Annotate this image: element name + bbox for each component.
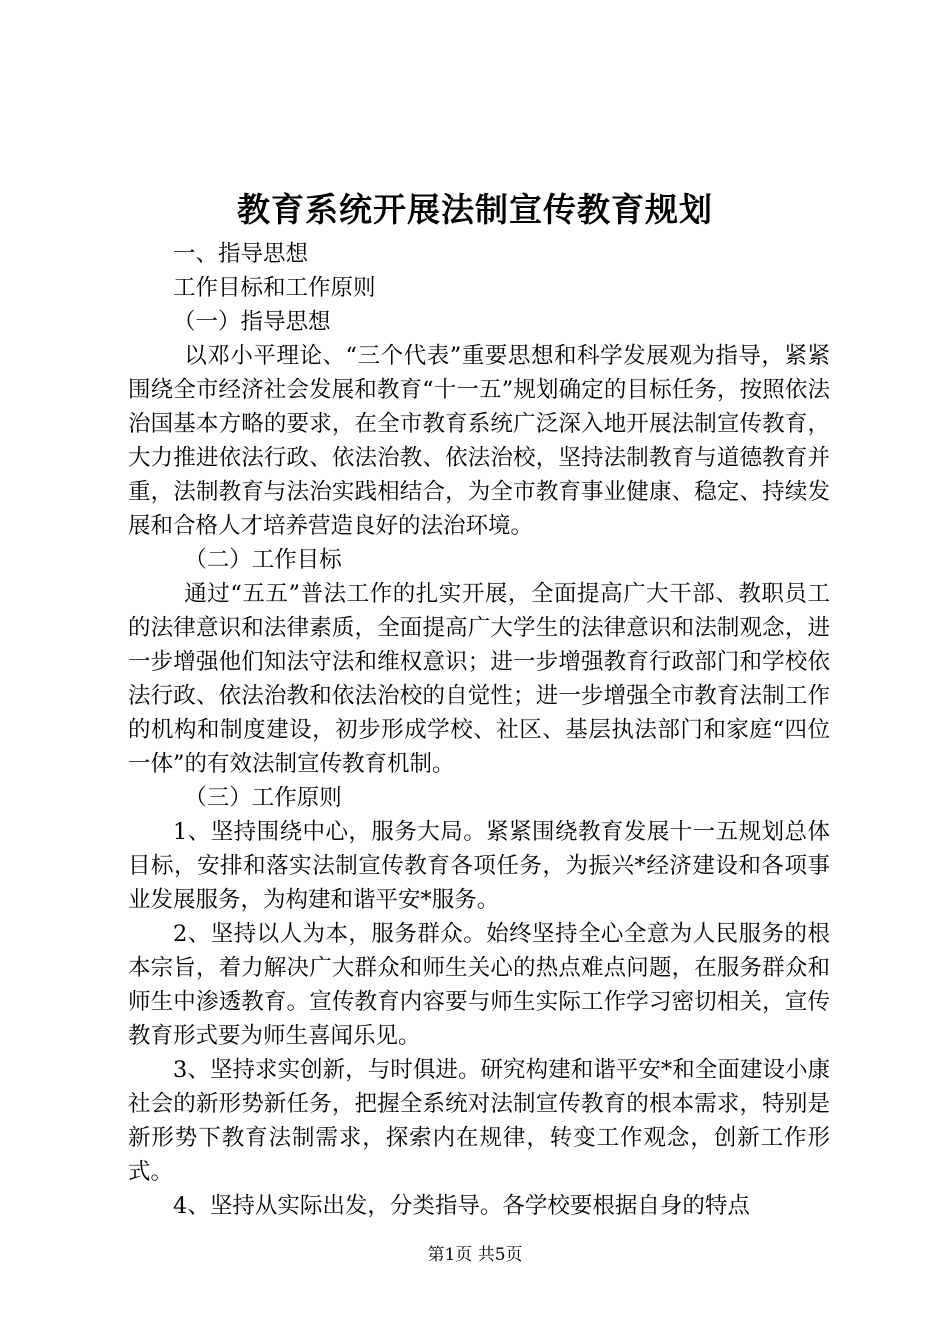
paragraph: 3、坚持求实创新，与时俱进。研究构建和谐平安*和全面建设小康社会的新形势新任务，把握全系统对法制宣传教育的根本需求，特别是新形势下教育法制需求，探索内在规律，转变工作观念，创新工作形式。 <box>128 1057 830 1185</box>
paragraph: （二）工作目标 <box>184 547 342 573</box>
paragraph: 1、坚持围绕中心，服务大局。紧紧围绕教育发展十一五规划总体目标，安排和落实法制宣传教育各项任务，为振兴*经济建设和各项事业发展服务，为构建和谐平安*服务。 <box>128 819 830 913</box>
paragraph: 工作目标和工作原则 <box>173 275 376 301</box>
paragraph: 一、指导思想 <box>173 241 309 267</box>
page-number: 第1页 共5页 <box>427 1245 523 1265</box>
paragraph: （三）工作原则 <box>184 785 342 811</box>
paragraph: 通过“五五”普法工作的扎实开展，全面提高广大干部、教职员工的法律意识和法律素质，全面提高广大学生的法律意识和法制观念，进一步增强他们知法守法和维权意识；进一步增强教育行政部门和学校依法行政、依法治教和依法治校的自觉性；进一步增强全市教育法制工作的机构和制度建设，初步形成学校、社区、基层执法部门和家庭“四位一体”的有效法制宣传教育机制。 <box>128 581 830 777</box>
document-body <box>128 237 830 1223</box>
document-title: 教育系统开展法制宣传教育规划 <box>237 190 713 229</box>
paragraph: 4、坚持从实际出发，分类指导。各学校要根据自身的特点 <box>173 1193 750 1219</box>
paragraph: 以邓小平理论、“三个代表”重要思想和科学发展观为指导，紧紧围绕全市经济社会发展和教育“十一五”规划确定的目标任务，按照依法治国基本方略的要求，在全市教育系统广泛深入地开展法制宣传教育，大力推进依法行政、依法治教、依法治校，坚持法制教育与道德教育并重，法制教育与法治实践相结合，为全市教育事业健康、稳定、持续发展和合格人才培养营造良好的法治环境。 <box>128 343 830 539</box>
paragraph: 2、坚持以人为本，服务群众。始终坚持全心全意为人民服务的根本宗旨，着力解决广大群众和师生关心的热点难点问题，在服务群众和师生中渗透教育。宣传教育内容要与师生实际工作学习密切相关，宣传教育形式要为师生喜闻乐见。 <box>128 921 830 1049</box>
paragraph: （一）指导思想 <box>173 309 331 335</box>
